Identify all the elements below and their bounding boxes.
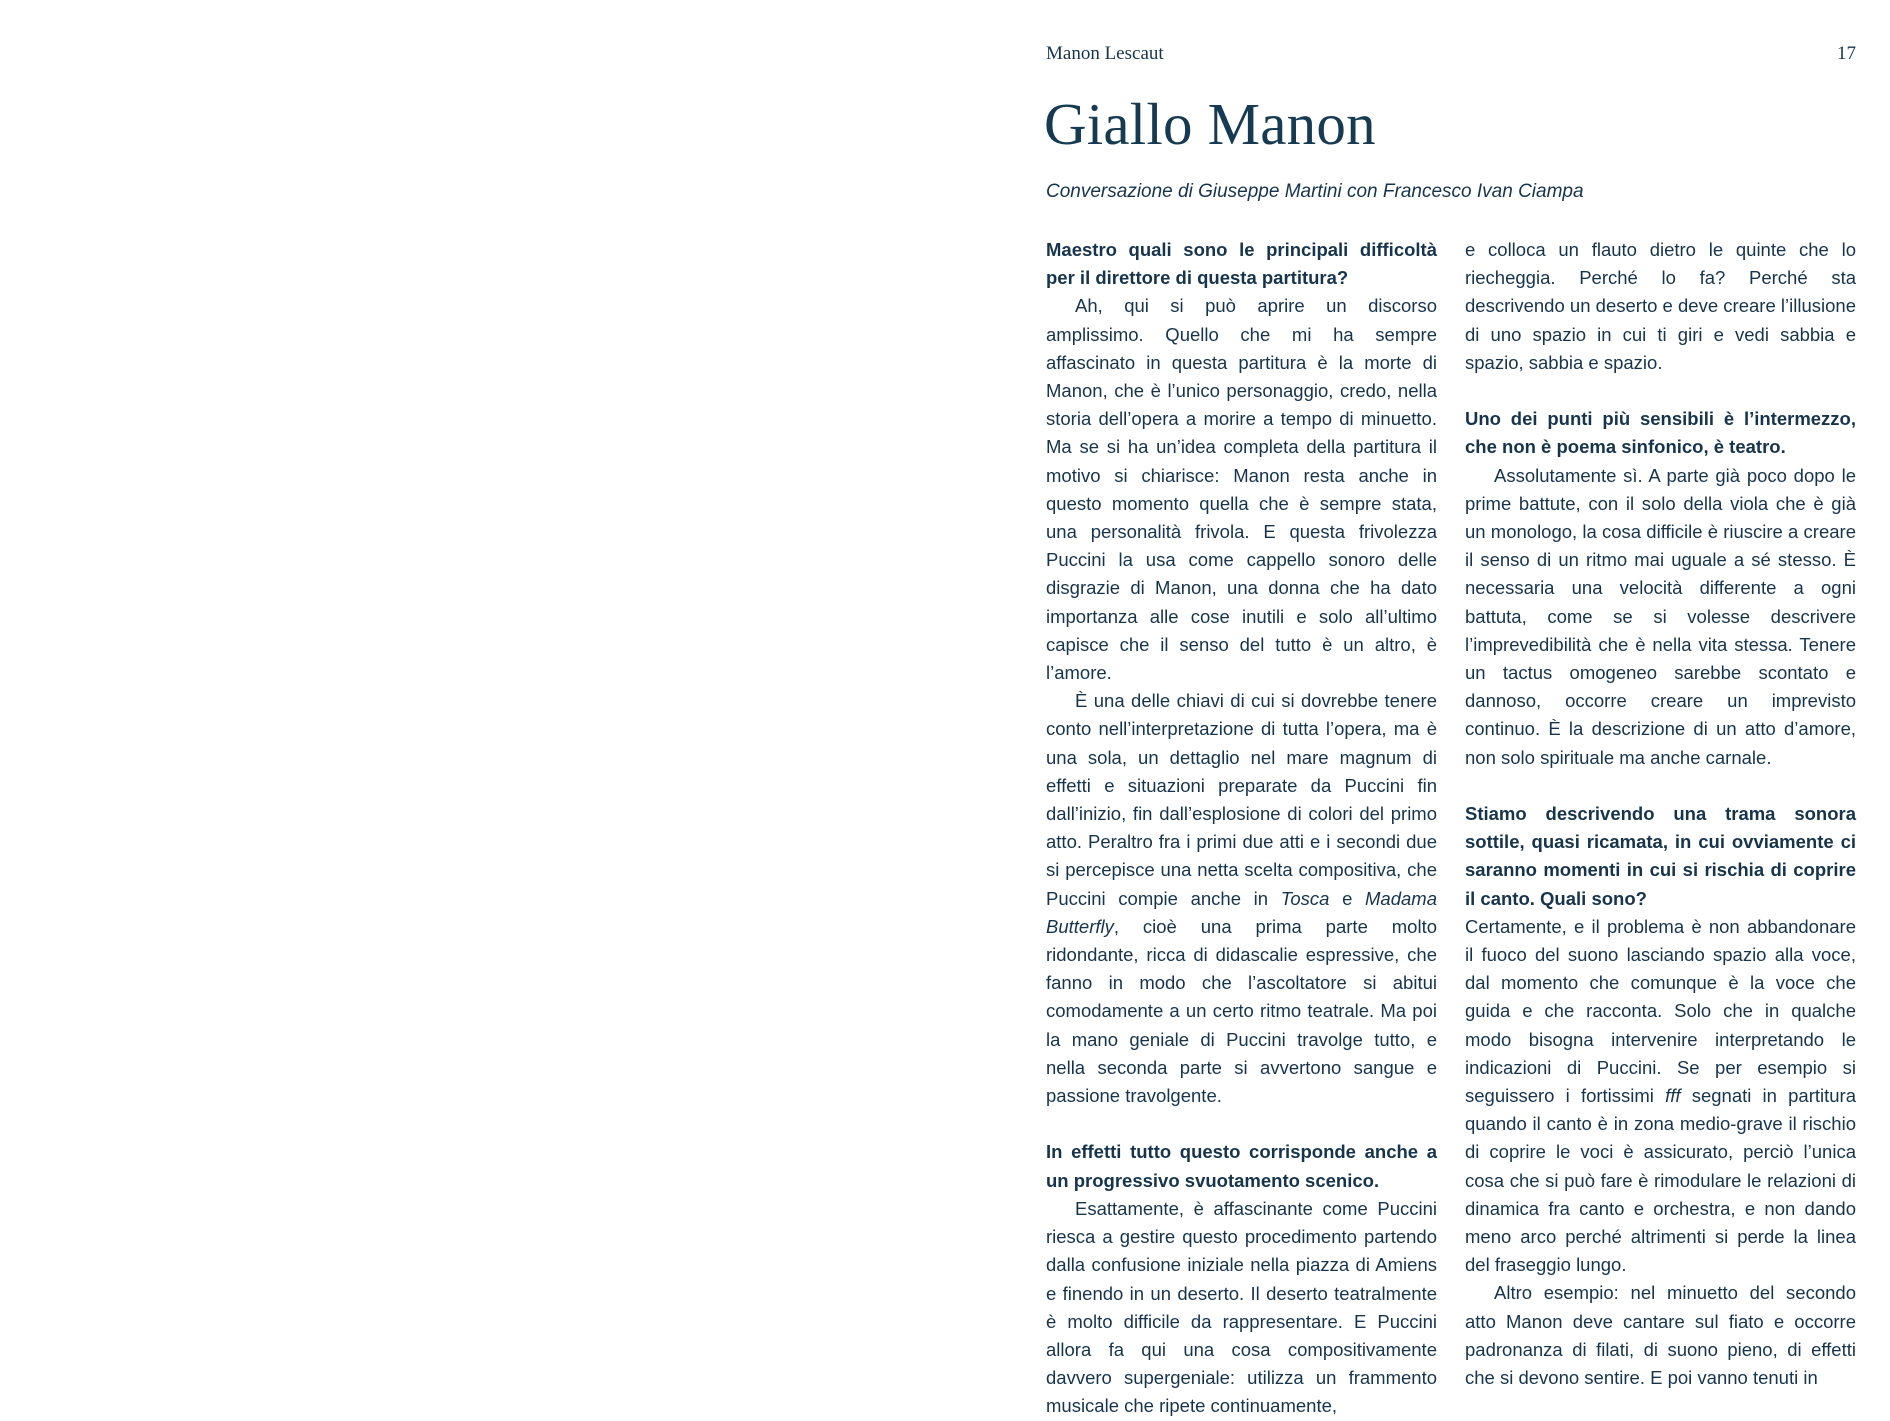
question-4: Stiamo descrivendo una trama sonora sottile, quasi ricamata, in cui ovviamente ci saranno momenti in cui si rischia di coprire il canto. Quali sono? <box>1465 803 1856 909</box>
answer-4-text-b: segnati in partitura quando il canto è in zona medio-grave il rischio di coprire le voci è assicurato, perciò l’unica cosa che si può fare è rimodulare le relazioni di dinamica fra canto e orchestra, e non dando meno arco perché altrimenti si perde la linea del fraseggio lungo. <box>1465 1085 1857 1276</box>
right-page <box>1046 0 1856 1418</box>
answer-3-paragraph-1: Assolutamente sì. A parte già poco dopo le prime battute, con il solo della viola che è già un monologo, la cosa difficile è riuscire a creare il senso di un ritmo mai uguale a sé stesso. È necessaria una velocità differente a ogni battuta, come se si volesse descrivere l’imprevedibilità che è nella vita stessa. Tenere un tactus omogeneo sarebbe scontato e dannoso, occorre creare un imprevisto continuo. È la descrizione di un atto d’amore, non solo spirituale ma anche carnale. <box>1465 464 1856 768</box>
answer-1-paragraph-2-text-b: , cioè una prima parte molto ridondante, ricca di didascalie espressive, che fanno in modo che l’ascoltatore si abitui comodamente a un certo ritmo teatrale. Ma poi la mano geniale di Puccini travolge tutto, e nella seconda parte si avvertono sangue e passione travolgente. <box>1046 915 1437 1107</box>
question-3: Uno dei punti più sensibili è l’intermezzo, che non è poema sinfonico, è teatro. <box>1465 408 1856 458</box>
paragraph-spacer <box>1046 1110 1437 1138</box>
answer-4-paragraph-1 <box>1465 913 1856 1280</box>
paragraph-spacer <box>1465 377 1856 405</box>
title-madama-butterfly: Madama Butterfly <box>1046 887 1437 937</box>
title-tosca: Tosca <box>1280 887 1330 909</box>
answer-4-text-a: Certamente, e il problema è non abbandonare il fuoco del suono lasciando spazio alla voce, dal momento che comunque è la voce che guida e che racconta. Solo che in qualche modo bisogna intervenire interpretando le indicazioni di Puccini. Se per esempio si seguissero i fortissimi <box>1465 915 1856 1107</box>
answer-1-paragraph-2-text-a: È una delle chiavi di cui si dovrebbe tenere conto nell’interpretazione di tutta l’opera, ma è una sola, un dettaglio nel mare magnum di effetti e situazioni preparate da Puccini fin dall’inizio, fin dall’esplosione di colori del primo atto. Peraltro fra i primi due atti e i secondi due si percepisce una netta scelta compositiva, che Puccini compie anche in <box>1046 690 1437 909</box>
conjunction-text: e <box>1329 887 1366 909</box>
right-column <box>1465 236 1856 1421</box>
article-title: Giallo Manon <box>1044 91 1376 157</box>
left-column <box>1046 236 1437 1421</box>
question-2: In effetti tutto questo corrisponde anche a un progressivo svuotamento scenico. <box>1046 1141 1437 1191</box>
dynamic-marking-fff: fff <box>1665 1085 1681 1107</box>
answer-1-paragraph-2 <box>1046 687 1437 1110</box>
question-1: Maestro quali sono le principali difficoltà per il direttore di questa partitura? <box>1046 239 1437 289</box>
body-columns <box>1046 236 1856 1421</box>
running-header-title: Manon Lescaut <box>1046 43 1164 64</box>
article-subtitle: Conversazione di Giuseppe Martini con Francesco Ivan Ciampa <box>1046 181 1584 202</box>
answer-2-paragraph-1: Esattamente, è affascinante come Puccini riesca a gestire questo procedimento partendo dalla confusione iniziale nella piazza di Amiens e finendo in un deserto. Il deserto teatralmente è molto difficile da rappresentare. E Puccini allora fa qui una cosa compositivamente davvero supergeniale: utilizza un frammento musicale che ripete continuamente, <box>1046 1197 1437 1417</box>
answer-4-paragraph-2: Altro esempio: nel minuetto del secondo atto Manon deve cantare sul fiato e occorre padronanza di filati, di suono pieno, di effetti che si devono sentire. E poi vanno tenuti in <box>1465 1282 1856 1389</box>
page-number: 17 <box>1837 43 1856 64</box>
answer-2-continuation: e colloca un flauto dietro le quinte che lo riecheggia. Perché lo fa? Perché sta descrivendo un deserto e deve creare l’illusione di uno spazio in cui ti giri e vedi sabbia e spazio, sabbia e spazio. <box>1465 239 1856 373</box>
answer-1-paragraph-1: Ah, qui si può aprire un discorso amplissimo. Quello che mi ha sempre affascinato in questa partitura è la morte di Manon, che è l’unico personaggio, credo, nella storia dell’opera a morire a tempo di minuetto. Ma se si ha un’idea completa della partitura il motivo si chiarisce: Manon resta anche in questo momento quella che è sempre stata, una personalità frivola. E questa frivolezza Puccini la usa come cappello sonoro delle disgrazie di Manon, una donna che ha dato importanza alle cose inutili e solo all’ultimo capisce che il senso del tutto è un altro, è l’amore. <box>1046 295 1437 684</box>
paragraph-spacer <box>1465 772 1856 800</box>
